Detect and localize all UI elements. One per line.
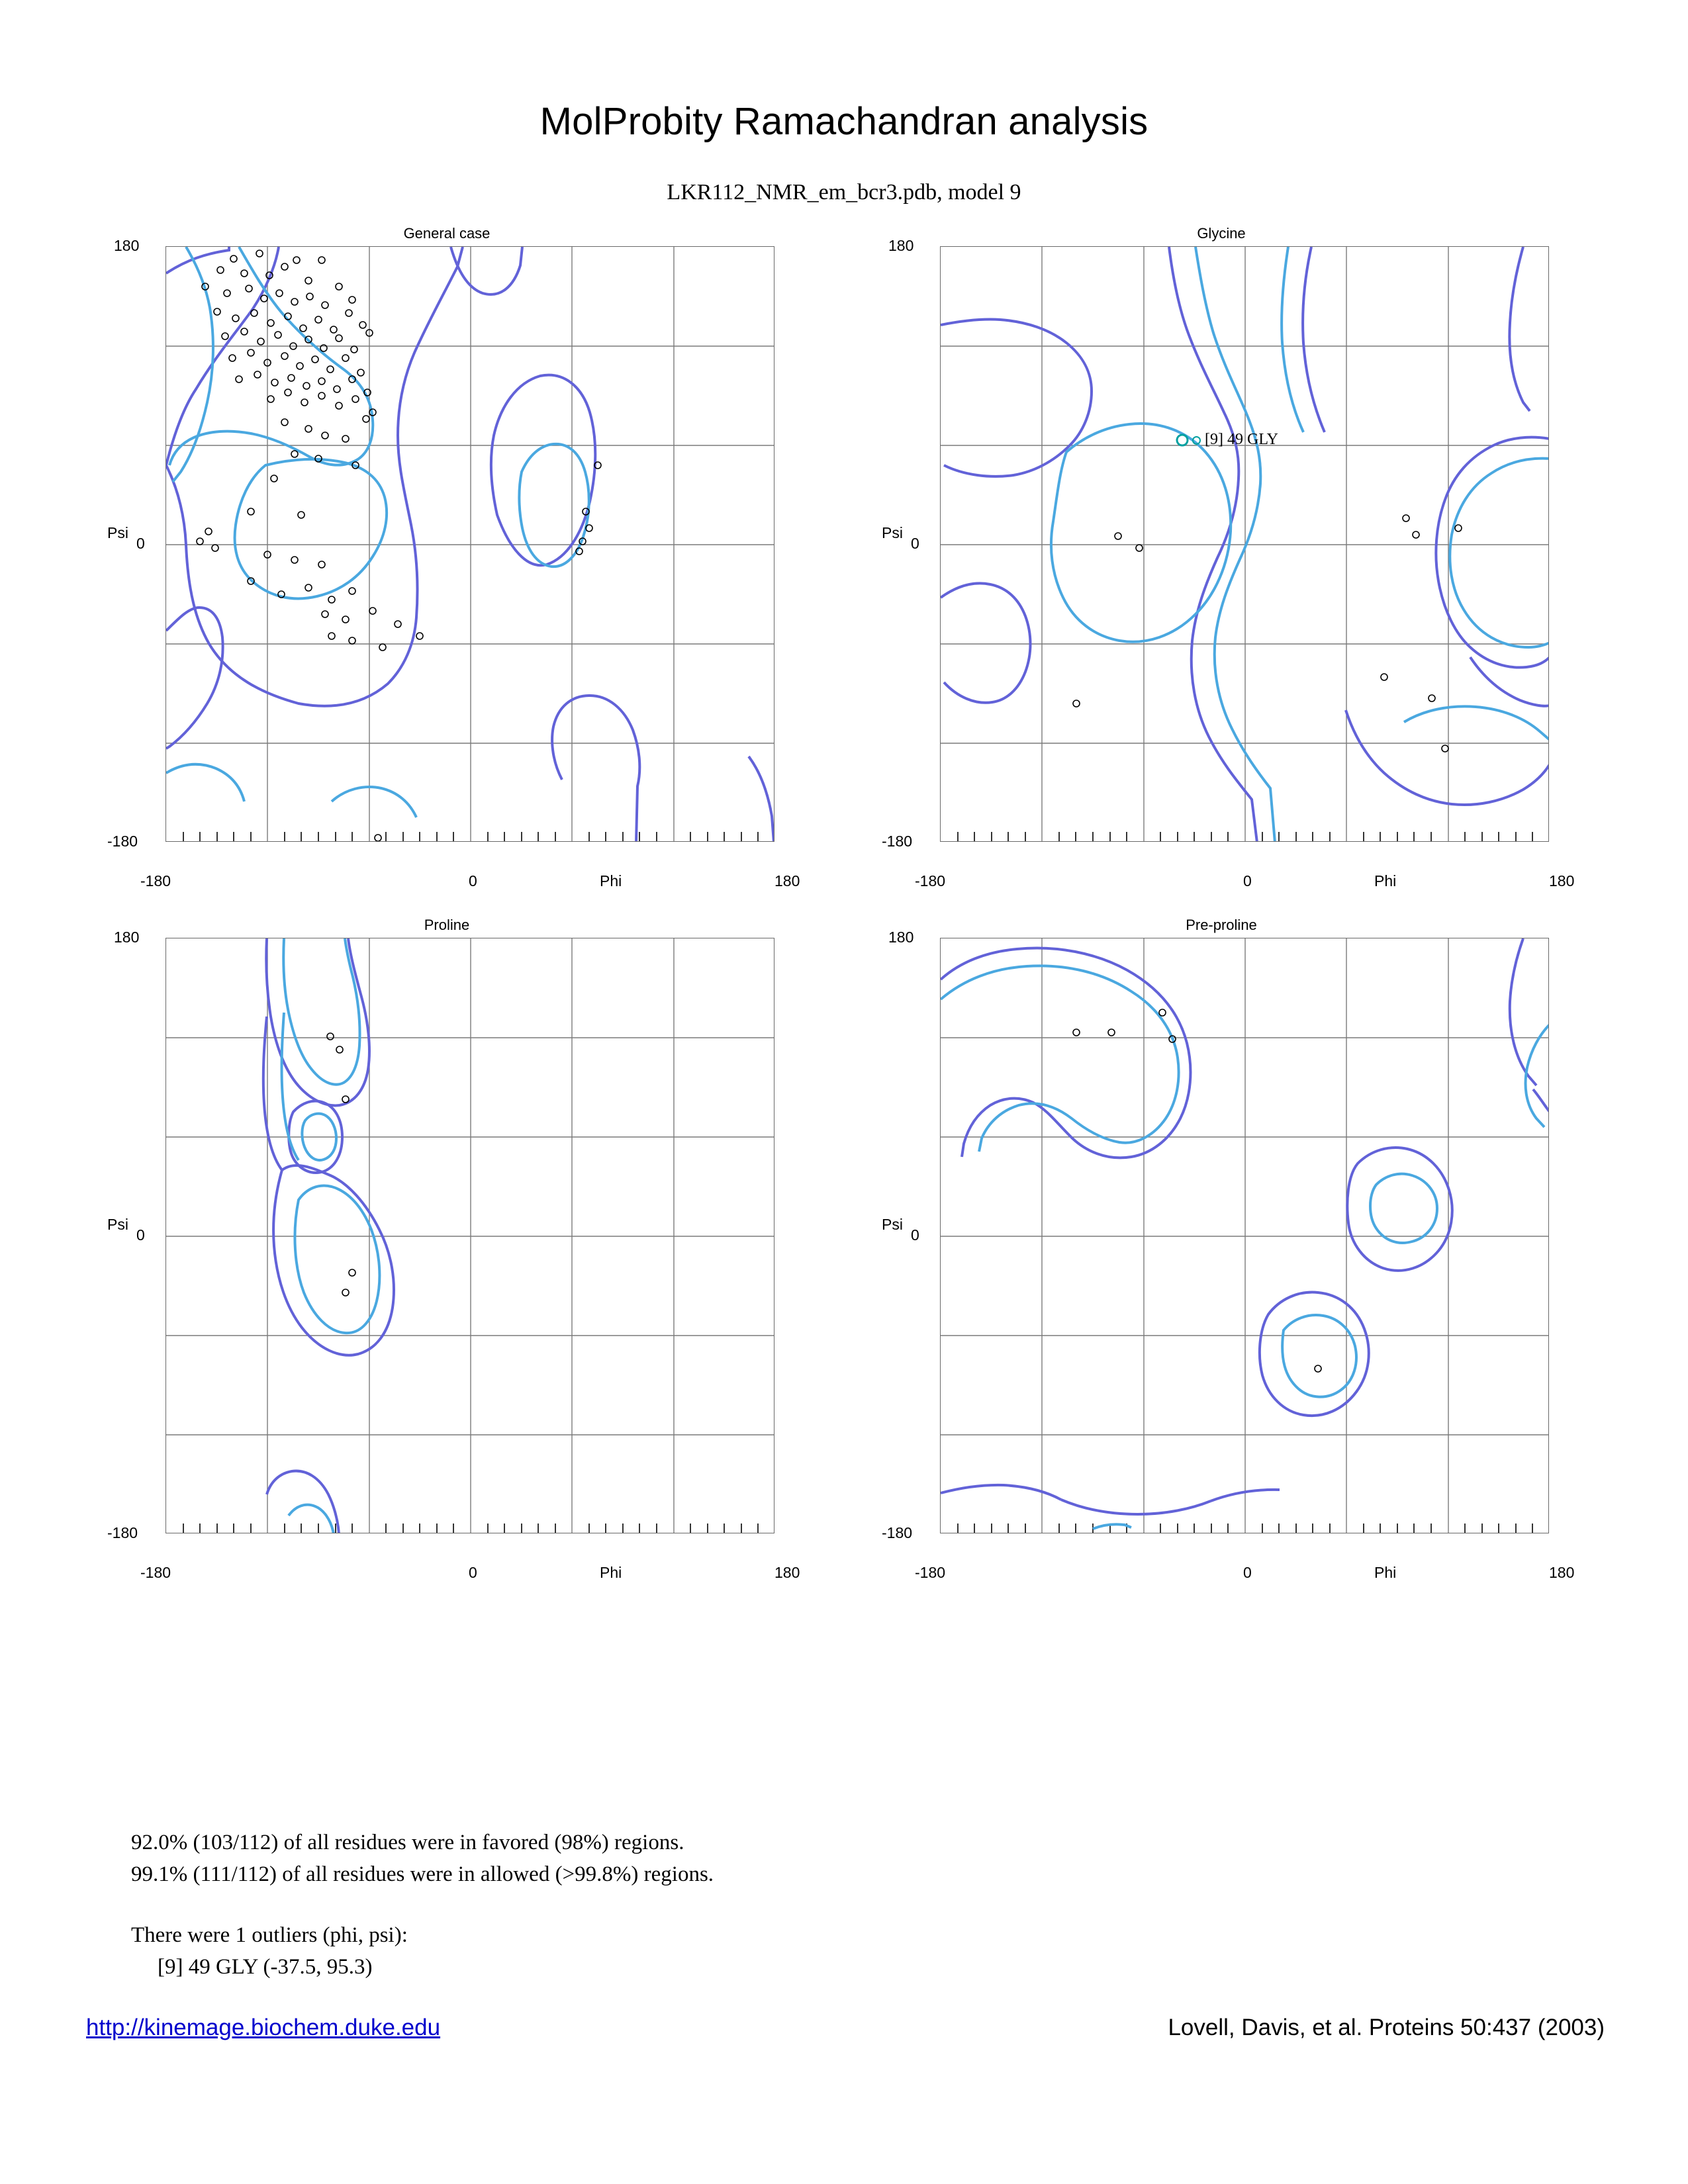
y-axis-label-preproline: Psi [882, 1216, 903, 1233]
plot-area-general-case [165, 246, 774, 842]
x-tick-min-preproline: -180 [915, 1564, 946, 1581]
y-tick-min-general: -180 [107, 833, 138, 850]
x-tick-max-proline: 180 [774, 1564, 800, 1581]
x-tick-min-glycine: -180 [915, 872, 946, 889]
y-tick-min-proline: -180 [107, 1524, 138, 1541]
citation-text: Lovell, Davis, et al. Proteins 50:437 (2003) [1168, 2015, 1605, 2040]
y-tick-zero-glycine: 0 [911, 535, 919, 552]
outliers-list-item: [9] 49 GLY (-37.5, 95.3) [158, 1955, 373, 1979]
plot-panel-glycine [882, 225, 1575, 900]
x-tick-zero-proline: 0 [469, 1564, 477, 1581]
y-axis-label-glycine: Psi [882, 524, 903, 541]
plot-svg-proline [166, 938, 774, 1533]
y-axis-label-proline: Psi [107, 1216, 128, 1233]
y-tick-min-glycine: -180 [882, 833, 913, 850]
x-tick-zero-preproline: 0 [1243, 1564, 1252, 1581]
y-tick-max-glycine: 180 [888, 237, 914, 254]
page-subtitle: LKR112_NMR_em_bcr3.pdb, model 9 [667, 180, 1021, 205]
plot-svg-general [166, 247, 774, 842]
plot-panel-general-case [107, 225, 800, 900]
plot-title-proline: Proline [424, 917, 470, 933]
y-tick-max-preproline: 180 [888, 929, 914, 946]
y-tick-max-proline: 180 [114, 929, 140, 946]
x-tick-zero-general: 0 [469, 872, 477, 889]
x-axis-label-glycine: Phi [1374, 872, 1397, 889]
plot-title-pre-proline: Pre-proline [1186, 917, 1257, 933]
x-tick-min-proline: -180 [140, 1564, 171, 1581]
plot-title-general-case: General case [403, 225, 491, 242]
x-axis-label-preproline: Phi [1374, 1564, 1397, 1581]
y-tick-min-preproline: -180 [882, 1524, 913, 1541]
plot-panel-proline [107, 917, 800, 1592]
stats-favored: 92.0% (103/112) of all residues were in favored (98%) regions. [131, 1831, 684, 1854]
x-axis-label-proline: Phi [600, 1564, 622, 1581]
x-tick-max-general: 180 [774, 872, 800, 889]
plot-area-glycine [940, 246, 1549, 842]
x-tick-max-glycine: 180 [1549, 872, 1575, 889]
y-axis-label-general: Psi [107, 524, 128, 541]
plot-panel-pre-proline [882, 917, 1575, 1592]
x-tick-min-general: -180 [140, 872, 171, 889]
x-tick-max-preproline: 180 [1549, 1564, 1575, 1581]
outlier-label [1192, 431, 1278, 449]
plot-area-pre-proline [940, 938, 1549, 1533]
plot-svg-preproline [941, 938, 1549, 1533]
outlier-marker [1177, 435, 1188, 445]
plot-area-proline [165, 938, 774, 1533]
page-title: MolProbity Ramachandran analysis [539, 100, 1149, 143]
x-tick-zero-glycine: 0 [1243, 872, 1252, 889]
plot-svg-glycine [941, 247, 1549, 842]
y-tick-max-general: 180 [114, 237, 140, 254]
kinemage-link[interactable]: http://kinemage.biochem.duke.edu [86, 2015, 441, 2040]
plot-title-glycine: Glycine [1197, 225, 1246, 242]
outliers-header: There were 1 outliers (phi, psi): [131, 1923, 408, 1947]
outlier-label-text: [9] 49 GLY [1205, 431, 1278, 448]
x-axis-label-general: Phi [600, 872, 622, 889]
y-tick-zero-general: 0 [136, 535, 145, 552]
stats-allowed: 99.1% (111/112) of all residues were in allowed (>99.8%) regions. [131, 1862, 714, 1886]
outlier-ring-icon [1192, 436, 1201, 445]
y-tick-zero-proline: 0 [136, 1226, 145, 1244]
y-tick-zero-preproline: 0 [911, 1226, 919, 1244]
